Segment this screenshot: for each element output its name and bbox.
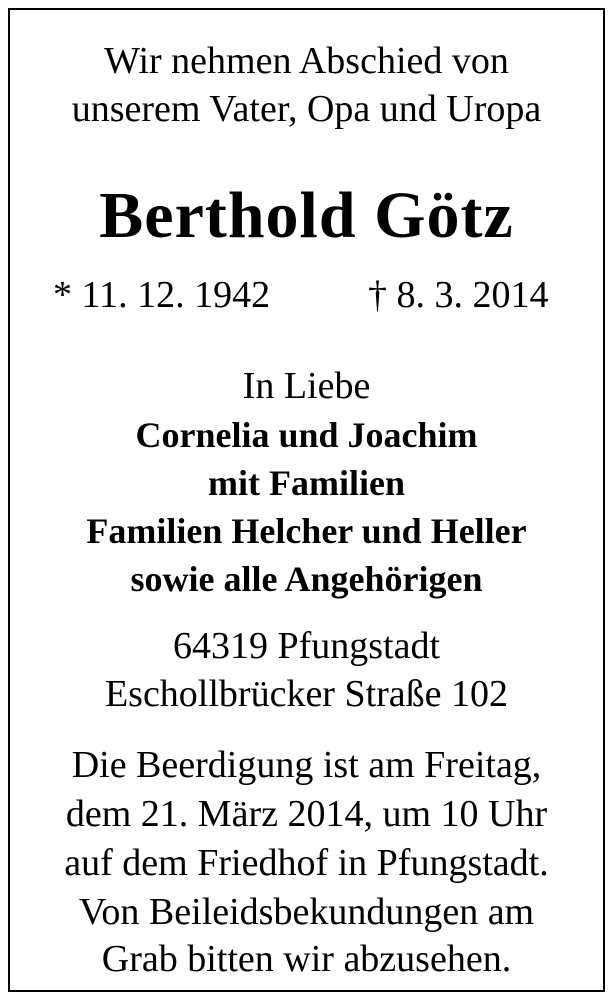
- address-street: Eschollbrücker Straße 102: [104, 673, 509, 715]
- heading-line-2: unserem Vater, Opa und Uropa: [71, 88, 542, 130]
- birth-date: * 11. 12. 1942: [53, 274, 271, 316]
- heading-line-1: Wir nehmen Abschied von: [104, 40, 509, 82]
- mourners-intro: In Liebe: [242, 365, 371, 407]
- deceased-name: Berthold Götz: [99, 179, 514, 252]
- notice-frame: [8, 8, 605, 992]
- funeral-line: dem 21. März 2014, um 10 Uhr: [65, 793, 548, 835]
- death-date: † 8. 3. 2014: [368, 274, 549, 316]
- mourner-line: Familien Helcher und Heller: [86, 511, 527, 551]
- funeral-line: auf dem Friedhof in Pfungstadt.: [64, 842, 549, 884]
- funeral-line: Von Beileidsbekundungen am: [78, 891, 535, 933]
- mourner-line: Cornelia und Joachim: [135, 415, 478, 455]
- funeral-line: Grab bitten wir abzusehen.: [101, 938, 512, 980]
- mourner-line: sowie alle Angehörigen: [130, 559, 483, 599]
- mourner-line: mit Familien: [208, 463, 405, 503]
- life-dates: [10, 272, 603, 318]
- address-city: 64319 Pfungstadt: [172, 625, 441, 667]
- funeral-line: Die Beerdigung ist am Freitag,: [71, 744, 542, 786]
